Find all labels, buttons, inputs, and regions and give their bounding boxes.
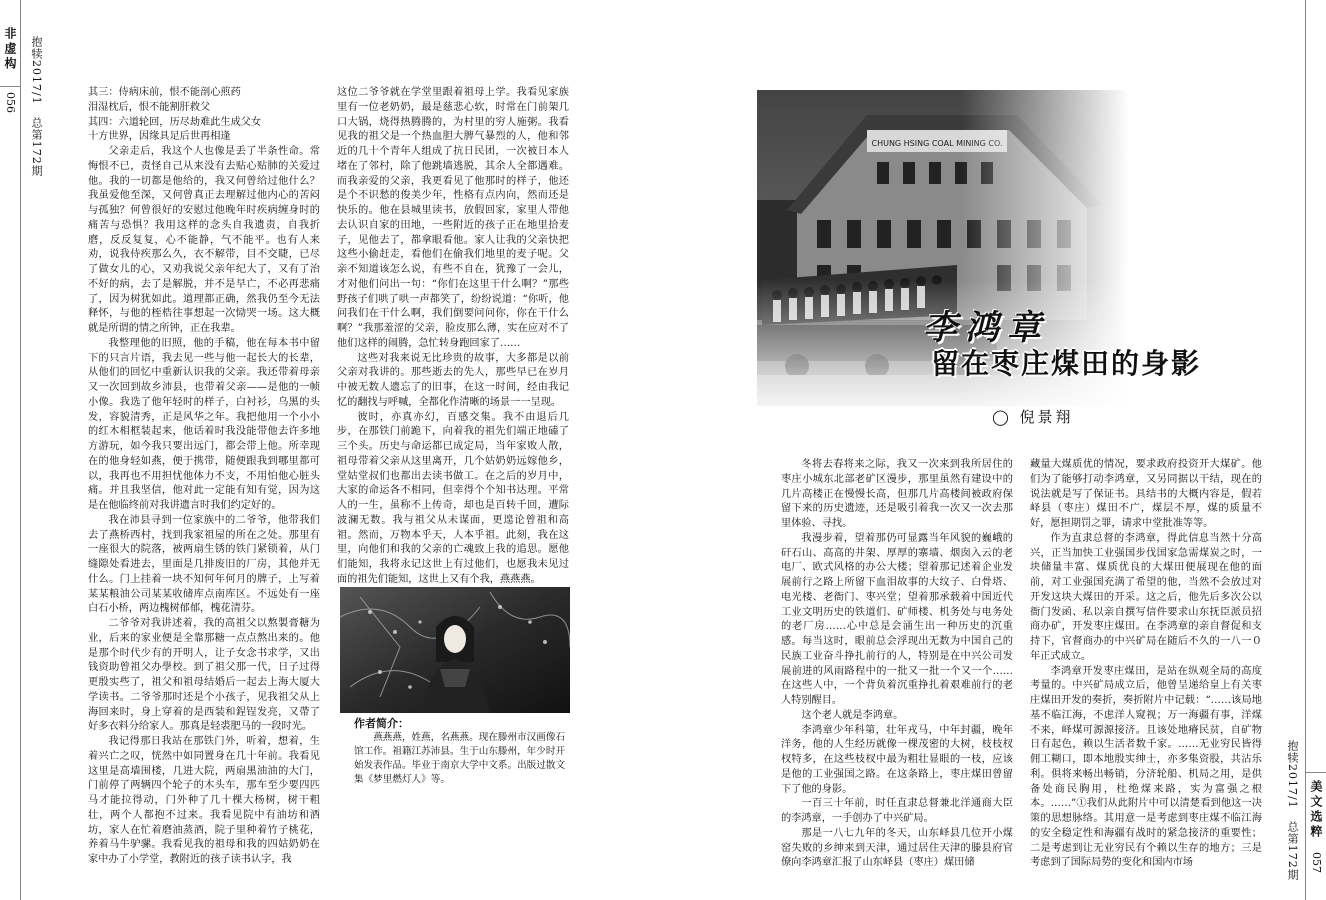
paragraph: 冬将去春将来之际，我又一次来到我所居住的枣庄小城东北部老矿区漫步，那里虽然有建设中的几片高楼正在慢慢长高，但那几片高楼间被政府保留下来的历史遗迹，还是吸引着我一次又一次去那里体验、寻找。 <box>781 459 1013 529</box>
paragraph: 彼时，亦真亦幻，百感交集。我不由退后几步，在那铁门前跪下，向着我的祖先们端正地磕了三个头。历史与命运都已成定局，当年家败人散，祖母带着父亲从这里离开，几个姑奶奶远嫁他乡，堂姑堂叔们也都出去读书做工。在之后的岁月中，大家的命运各不相同，但幸得个个知书达理。平常人的一生，虽称不上传奇，却也是百转千回，遭际波澜无数。我与祖父从未谋面，更遑论曾祖和高祖。然而，万物本乎天，人本乎祖。此刻，我在这里，向他们和我的父亲的亡魂致上我的追思。愿他们能知，我将永记这世上有过他们，也愿我未见过面的祖先们能知，这世上又有个我，燕燕燕。 <box>337 411 569 585</box>
poem-line: 泪湿枕后，恨不能割肝救父 <box>88 101 211 113</box>
page-number: 056 <box>4 92 17 113</box>
author-note-text: 燕燕燕，姓燕，名燕燕。现在滕州市汉画像石馆工作。祖籍江苏沛县。生于山东滕州，年少时开始发表作品。毕业于南京大学中文系。出版过散文集《梦里燃灯人》等。 <box>354 732 566 785</box>
right-page <box>663 0 1326 900</box>
paragraph: 李鸿章开发枣庄煤田，是站在纵观全局的高度考量的。中兴矿局成立后，他曾呈递给皇上有关枣庄煤田开发的奏折，奏折附片中记载：“……该局地基不临江海，不虑洋人窥视；万一海疆有事，洋煤不来，峄煤可源源接济。且该处地瘠民贫，自矿物日有起色，赖以生活者数千家。……无业穷民皆得佣工糊口，即本地殷实绅士，亦多集资股，共沾乐利。俱将来畅出畅销，分济轮船、机局之用，是供备处商民胸用，杜绝煤来路，实为富强之根本。……”①我们从此附片中可以清楚看到他这一决策的思想脉络。其用意一是考虑到枣庄煤不临江海的安全稳定性和海疆有战时的紧急接济的重要性；二是考虑到让无业穷民有个赖以生存的地方；三是考虑到了国际局势的变化和国内市场 <box>1030 665 1262 869</box>
paragraph: 父亲走后，我这个人也像是丢了半条性命。常悔恨不已，责怪自己从来没有去贴心贴肺的关爱过他。我的一切都是他给的，我又何曾给过他什么？我虽爱他至深，又何曾真正去理解过他内心的苦闷与孤独？何曾很好的安慰过他晚年时疾病缠身时的痛苦与恐惧？我用这样的念头自我遗责，自我折磨，反反复复，心不能静，气不能平。也有人来劝，说我侍疾那么久，衣不解带，目不交睫，已尽了做女儿的心，又劝我说父亲年纪大了，又有了治不好的病，去了是解脱，并不是早亡，不必再悲痛了，因为树犹如此。道理都正确，然我仍至今无法释怀，与他的桎梏往事想起一次恸哭一场。这大概就是所谓的情之所钟，正在我辈。 <box>88 146 320 334</box>
article-title-sub: 留在枣庄煤田的身影 <box>931 347 1202 380</box>
paragraph: 这些对我来说无比珍贵的故事，大多都是以前父亲对我讲的。那些逝去的先人，那些早已在岁月中被无数人遗忘了的旧事，在这一时间，经由我记忆的翻找与呼喊，全都化作清晰的场景一一呈现。 <box>337 352 569 408</box>
section-label: 非虚构 <box>0 12 20 87</box>
poem-line: 其三：侍病床前，恨不能剖心煎药 <box>88 87 241 98</box>
paragraph: 我记得那日我站在那铁门外，听着，想着，生着兴亡之叹，恍然中如同置身在几十年前。我看见这里是高墙围楼，几进大院，两扇黑油油的大门，门前停了两辆四个轮子的木头车，那车至少要四匹马才能拉得动，门外种了几十棵大杨树，树干粗壮，两个人都抱不过来。我看见院中有油坊和酒坊，家人在忙着磨油蒸酒，院子里种着竹子桃花，养着马牛驴骡。我看见我的祖母和我的四姑奶奶在家中办了小学堂，教附近的孩子读书认字，我 <box>88 736 320 865</box>
paragraph: 李鸿章少年科第，壮年戎马，中年封疆，晚年洋务，他的人生经历就像一棵茂密的大树，枝枝杈杈特多，在这些枝杈中最为粗壮显眼的一枝，应该是他的工业强国之路。在这条路上，枣庄煤田曾留下了他的身影。 <box>781 724 1013 795</box>
paragraph: 一百三十年前，时任直隶总督兼北洋通商大臣的李鸿章，一手创办了中兴矿局。 <box>781 798 1013 824</box>
poem-line: 十方世界，因缘具足后世再相逢 <box>88 131 231 143</box>
paragraph: 这位二爷爷就在学堂里跟着祖母上学。我看见家族里有一位老奶奶，最是慈悲心软，时常在门前架几口大锅，烧得热腾腾的，为村里的穷人施粥。我看见我的祖父是一个热血胆大脾气暴烈的人，他和邻近的几十个青年人组成了抗日民团，一次被日本人堵在了邻村，除了他跳墙逃脱，其余人全都遇难。而我亲爱的父亲，我更看见了他那时的样子，他还是个不识愁的俊美少年，性格有点内向，然而还是快乐的。他在县城里读书，放假回家，家里人带他去认识自家的田地，一些附近的孩子正在地里拾麦子，见他去了，都拿眼看他。家人让我的父亲快把这些小偷赶走，看他们在偷我们地里的麦子呢。父亲不知道该怎么说，有些不自在，犹豫了一会儿，才对他们问出一句：“你们在这里干什么啊？”那些野孩子们哄了哄一声都笑了，纷纷说道：“你听，他问我们在干什么啊，我们倒要问问你，你在干什么啊？”我那羞涩的父亲，脸皮那么薄，实在应对不了他们这样的闹腾，急忙转身跑回家了…… <box>337 87 569 349</box>
text-column-1 <box>88 86 320 868</box>
paragraph: 这个老人就是李鸿章。 <box>801 709 904 721</box>
paragraph: 我漫步着，望着那仍可显露当年风貌的巍峨的矸石山、高高的井架、厚厚的寨墙、烟囱入云的老电厂、欧式风格的办公大楼；望着那记述着企业发展前行之路上所留下血泪故事的大纹子、白骨塔、电光楼、老衙门、枣兴堂；望着那承载着中国近代工业文明历史的铁道们、矿师楼、机务处与电务处的老厂房……心中总是会涌生出一种历史的沉重感。每当这时，眼前总会浮现出无数为中国自己的民族工业奋斗挣扎前行的人，特别是在中兴公司发展前进的风雨路程中的一批又一批一个又一个……在这些人中，一个背负着沉重挣扎着艰难前行的老人特别醒目。 <box>781 532 1013 706</box>
paragraph: 我在沛县寻到一位家族中的二爷爷，他带我们去了燕桥西村，找到我家祖屋的所在之处。那里有一座很大的院落，被两扇生锈的铁门紧锁着，从门缝隙处看进去，里面是几排废旧的厂房，其他并无什么。门上挂着一块不知何年何月的牌子，上写着某某粮油公司某某收储库点南库区。不远处有一座白石小桥，两边槐树郁郁，槐花清芬。 <box>88 514 320 615</box>
author-photo <box>340 587 570 713</box>
paragraph: 我整理他的旧照，他的手稿，他在每本书中留下的只言片语，我去见一些与他一起长大的长辈，从他们的回忆中重新认识我的父亲。我还带着母亲又一次回到故乡沛县，也带着父亲——是他的一帧小像。我选了他年轻时的样子，白衬衫，乌黑的头发，容貌清秀，正是风华之年。我把他用一个小小的红木相框装起来，他话着时我没能带他去许多地方游玩，如今我只要出远门，都会带上他。所幸现在的他身轻如燕，便于携带，随便跟我到哪里都可以，我再也不用担忧他体力不支，不用怕他心脏头痛。并且我坚信，他对此一定能有知有觉，因为这是在他临终前对我讲遗言时我们约定好的。 <box>88 337 320 511</box>
author-note-heading: 作者简介： <box>354 717 409 730</box>
author-note <box>354 717 568 787</box>
page-number: 057 <box>1310 852 1323 873</box>
text-column-2 <box>1030 458 1262 871</box>
paragraph: 二爷爷对我讲述着，我的高祖父以熬製膏糖为业，后来的家业便是全靠那糖一点点熬出来的。他是那个时代少有的开明人，让子女念书求学，又出钱资助曾祖父办學校。到了祖父那一代，日子过得更殷实些了，祖父和祖母结婚后一起去上海大厦大学读书。二爷爷那时还是个小孩子，见我祖父从上海回来时，身上穿着的是西装和鋥锃发亮，又帶了好多衣料分给家人。那真是轻裘肥马的一段时光。 <box>88 618 320 733</box>
section-label: 美文选粹 <box>1306 772 1326 847</box>
poem-line: 其四：六道轮回，历尽劫难此生成父女 <box>88 116 262 128</box>
text-column-1 <box>781 458 1013 871</box>
folio: 抱犊2017/1 总第172期 <box>30 36 43 177</box>
paragraph: 那是一八七九年的冬天，山东峄县几位开小煤窑失败的乡绅来到天津，通过居住天津的滕县府官僚向李鸿章汇报了山东峄县（枣庄）煤田储 <box>781 827 1013 869</box>
paragraph: 藏量大煤质优的情况，要求政府投资开大煤矿。他们为了能够打动李鸿章，又另同据以干结，现在的说法就是写了保证书。具结书的大概内容是，假若峄县（枣庄）煤田不广，煤层不厚，煤的质量不好，愿担期罚之罪，请求中堂批准等等。 <box>1030 459 1262 529</box>
left-spine <box>0 0 21 900</box>
folio: 抱犊2017/1 总第172期 <box>1286 740 1299 881</box>
paragraph: 作为直隶总督的李鸿章，得此信息当然十分高兴，正当加快工业强国步伐国家急需煤炭之时，一块储量丰富、煤质优良的大煤田便展现在他的面前，对工业强国充满了希望的他，当然不会放过对开发这块大煤田的开采。这之后，他先后多次公以衙门发函、私以亲自撰写信件要求山东抚臣派员招商办矿，开发枣庄煤田。在李鸿章的亲自督促和支持下，官督商办的中兴矿局在随后不久的一八一０年正式成立。 <box>1030 532 1262 662</box>
right-spine <box>1305 0 1326 900</box>
article-title-main: 李鸿章 <box>923 308 1049 348</box>
text-column-2 <box>337 86 569 588</box>
byline: ◯ 倪景翔 <box>992 408 1074 426</box>
